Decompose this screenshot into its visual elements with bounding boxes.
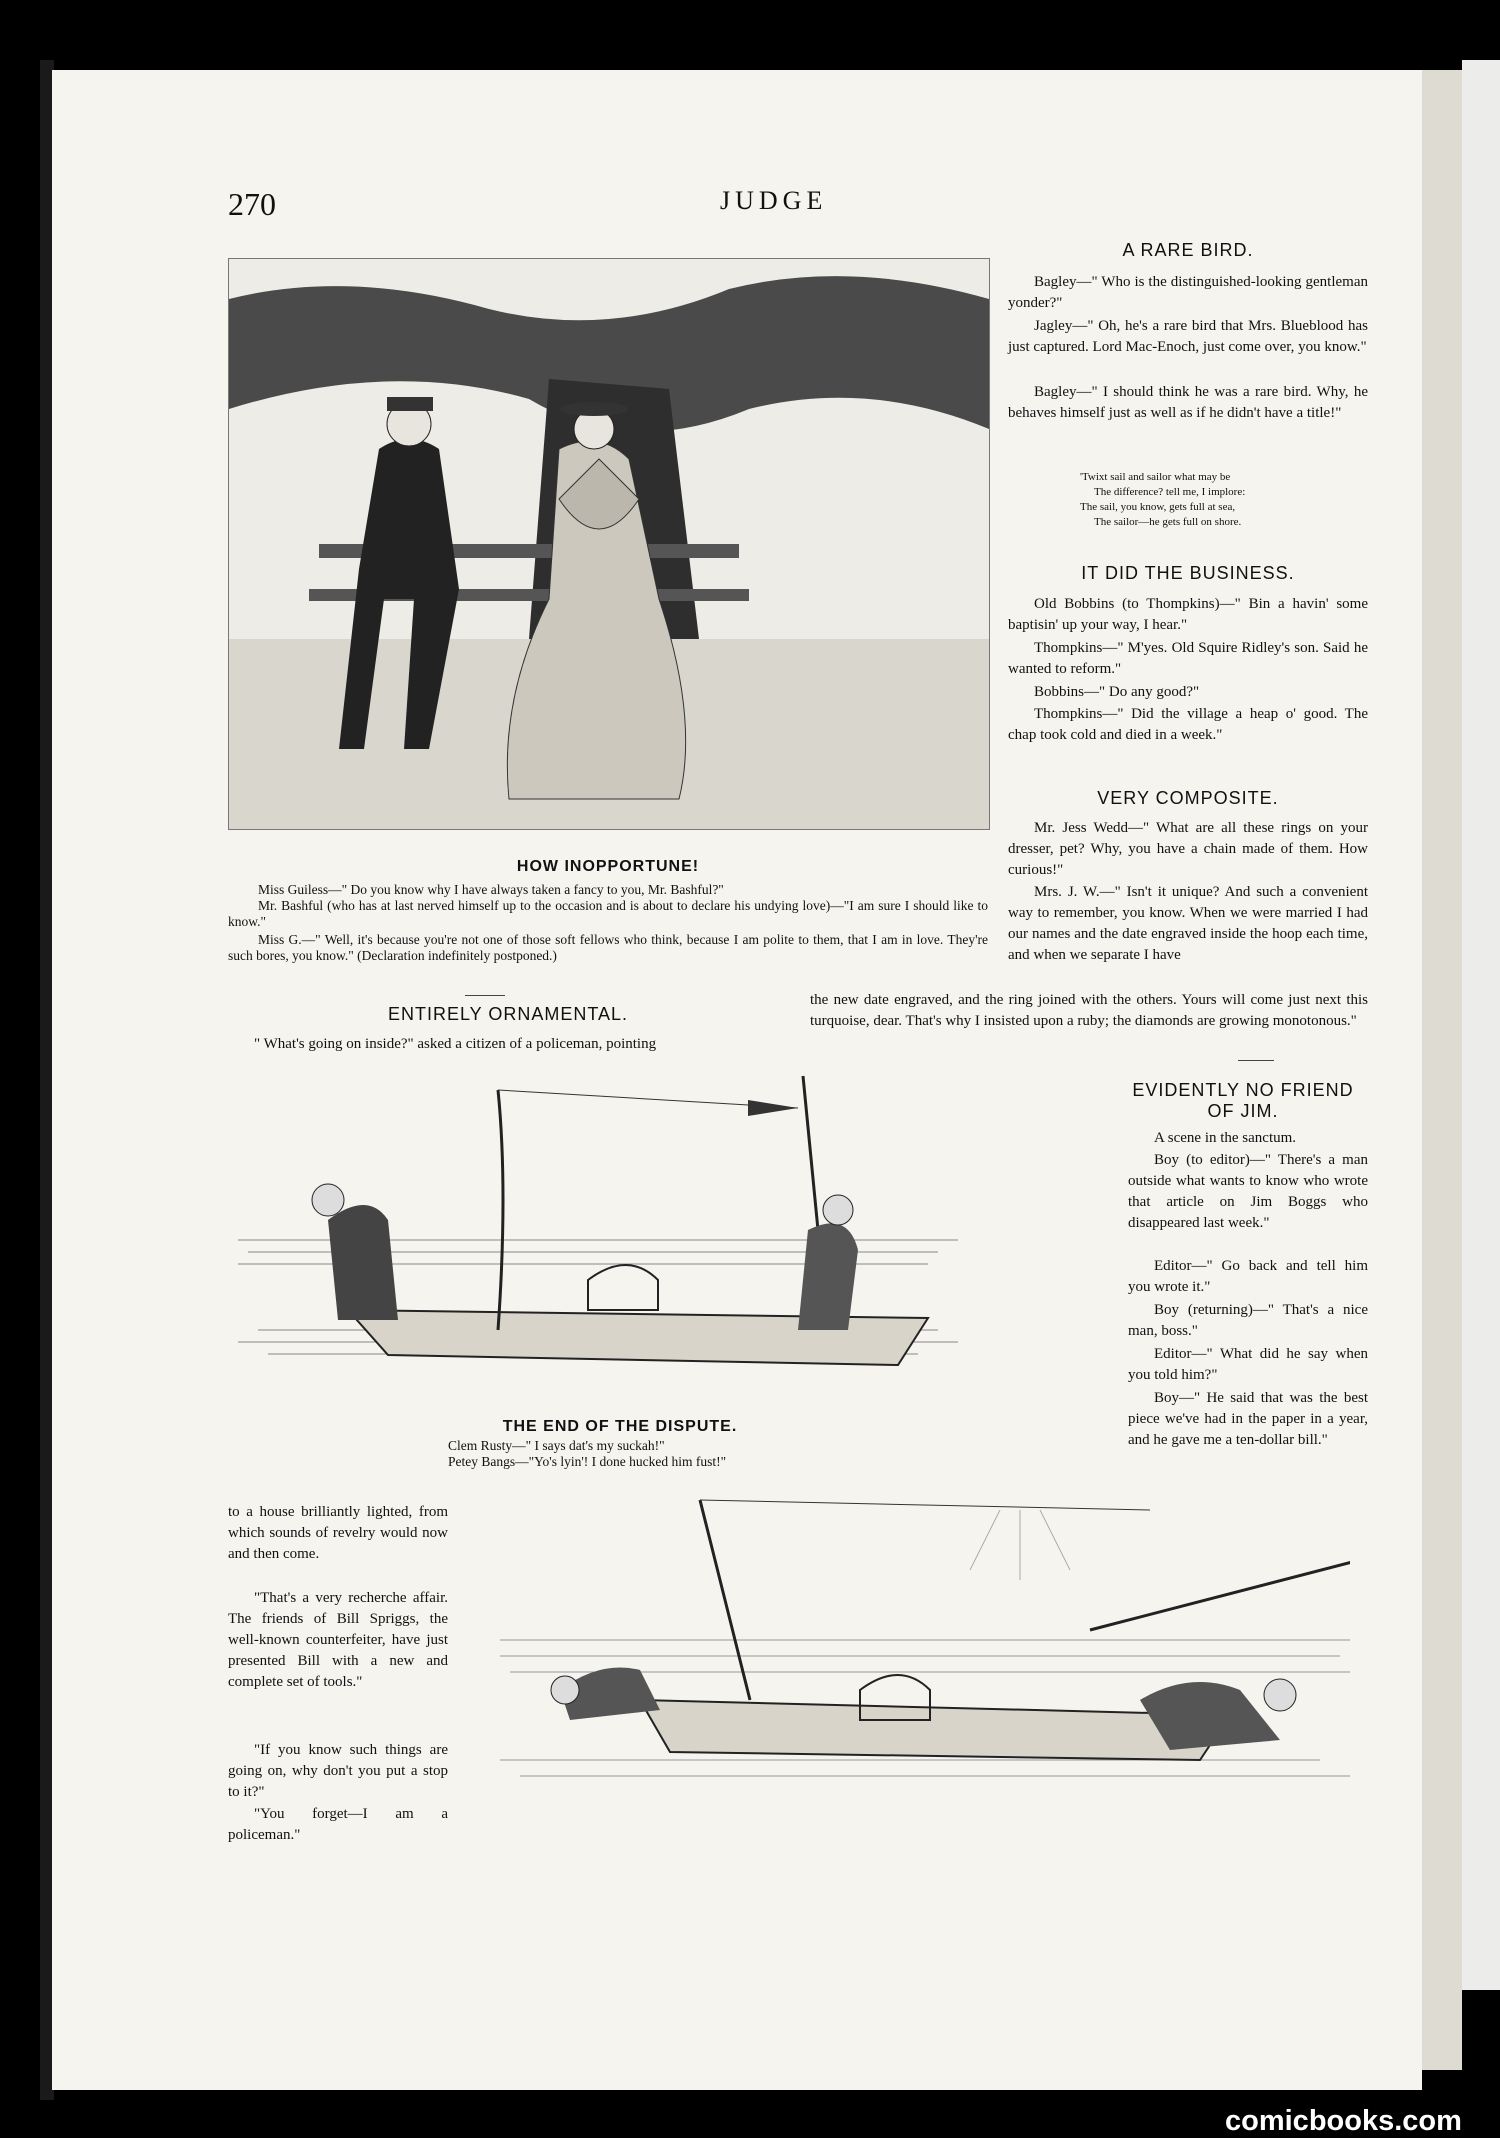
composite-p2: Mrs. J. W.—" Isn't it unique? And such a convenient way to remember, you know. When we were married I had our names and the date engraved inside the hoop each time, and when we separate I have [1008, 884, 1368, 963]
business-title: IT DID THE BUSINESS. [1081, 563, 1295, 583]
composite-p2-continued: the new date engraved, and the ring joined with the others. Yours will come just next this turquoise, dear. That's why I insisted upon a ruby; the diamonds are growing monotonous." [810, 992, 1368, 1029]
ornamental-p1: " What's going on inside?" asked a citizen of a policeman, pointing [254, 1036, 657, 1052]
capsized-boat-illustration [500, 1490, 1350, 1810]
cartoon-caption-title: HOW INOPPORTUNE! [516, 858, 700, 875]
business-p2: Thompkins—" M'yes. Old Squire Ridley's son. Said he wanted to reform." [1008, 640, 1368, 677]
cartoon-caption-line3: Miss G.—" Well, it's because you're not one of those soft fellows who think, because I am polite to them, that I am in love. They're such bores, you know." (Declaration indefinitely postponed.) [228, 932, 988, 963]
no-friend-p4: Editor—" What did he say when you told him?" [1128, 1346, 1368, 1383]
park-bench-illustration [228, 258, 990, 830]
watermark: comicbooks.com [1225, 2105, 1462, 2137]
no-friend-title: EVIDENTLY NO FRIEND OF JIM. [1132, 1080, 1354, 1121]
poem-line: The sailor—he gets full on shore. [1094, 516, 1242, 528]
poem [1080, 470, 1340, 530]
no-friend-p1: Boy (to editor)—" There's a man outside what wants to know who wrote that article on Jim Boggs who disappeared last week." [1128, 1152, 1368, 1231]
dispute-caption-title: THE END OF THE DISPUTE. [502, 1418, 738, 1435]
composite-p1: Mr. Jess Wedd—" What are all these rings on your dresser, pet? Why, you have a chain made of them. How curious!" [1008, 820, 1368, 878]
rare-bird-p3: Bagley—" I should think he was a rare bird. Why, he behaves himself just as well as if he didn't have a title!" [1008, 384, 1368, 421]
ornamental-p4: "You forget—I am a policeman." [228, 1806, 448, 1843]
no-friend-p5: Boy—" He said that was the best piece we've had in the paper in a year, and he gave me a ten-dollar bill." [1128, 1390, 1368, 1448]
running-head: JUDGE [720, 186, 828, 215]
rare-bird-p2: Jagley—" Oh, he's a rare bird that Mrs. Blueblood has just captured. Lord Mac-Enoch, just come over, you know." [1008, 318, 1368, 355]
fishing-boat-illustration [238, 1070, 958, 1400]
poem-line: The difference? tell me, I implore: [1094, 486, 1246, 498]
ornamental-p2: "That's a very recherche affair. The friends of Bill Spriggs, the well-known counterfeiter, have just presented Bill with a new and complete set of tools." [228, 1590, 448, 1690]
composite-title: VERY COMPOSITE. [1097, 788, 1279, 808]
business-p3: Bobbins—" Do any good?" [1034, 684, 1200, 700]
business-p4: Thompkins—" Did the village a heap o' good. The chap took cold and died in a week." [1008, 706, 1368, 743]
ornamental-p1-continued: to a house brilliantly lighted, from which sounds of revelry would now and then come. [228, 1504, 448, 1562]
ornamental-p3: "If you know such things are going on, why don't you put a stop to it?" [228, 1742, 448, 1800]
cartoon-caption-line1: Miss Guiless—" Do you know why I have always taken a fancy to you, Mr. Bashful?" [258, 882, 724, 897]
cartoon-caption-line2: Mr. Bashful (who has at last nerved himself up to the occasion and is about to declare his undying love)—"I am sure I should like to know." [228, 898, 988, 929]
no-friend-p3: Boy (returning)—" That's a nice man, boss." [1128, 1302, 1368, 1339]
dispute-caption-line2: Petey Bangs—"Yo's lyin'! I done hucked him fust!" [448, 1454, 727, 1469]
no-friend-p2: Editor—" Go back and tell him you wrote it." [1128, 1258, 1368, 1295]
page-edge [1422, 70, 1462, 2070]
poem-line: The sail, you know, gets full at sea, [1080, 501, 1236, 513]
section-divider [1238, 1060, 1274, 1061]
rare-bird-p1: Bagley—" Who is the distinguished-looking gentleman yonder?" [1008, 274, 1368, 311]
dispute-caption-line1: Clem Rusty—" I says dat's my suckah!" [448, 1438, 665, 1453]
section-divider [465, 995, 505, 996]
page-number: 270 [228, 186, 276, 222]
no-friend-p0: A scene in the sanctum. [1154, 1130, 1297, 1146]
business-p1: Old Bobbins (to Thompkins)—" Bin a havin' some baptisin' up your way, I hear." [1008, 596, 1368, 633]
rare-bird-title: A RARE BIRD. [1122, 240, 1254, 260]
poem-line: 'Twixt sail and sailor what may be [1080, 471, 1231, 483]
facing-page-edge [1462, 60, 1500, 1990]
ornamental-title: ENTIRELY ORNAMENTAL. [387, 1004, 629, 1024]
